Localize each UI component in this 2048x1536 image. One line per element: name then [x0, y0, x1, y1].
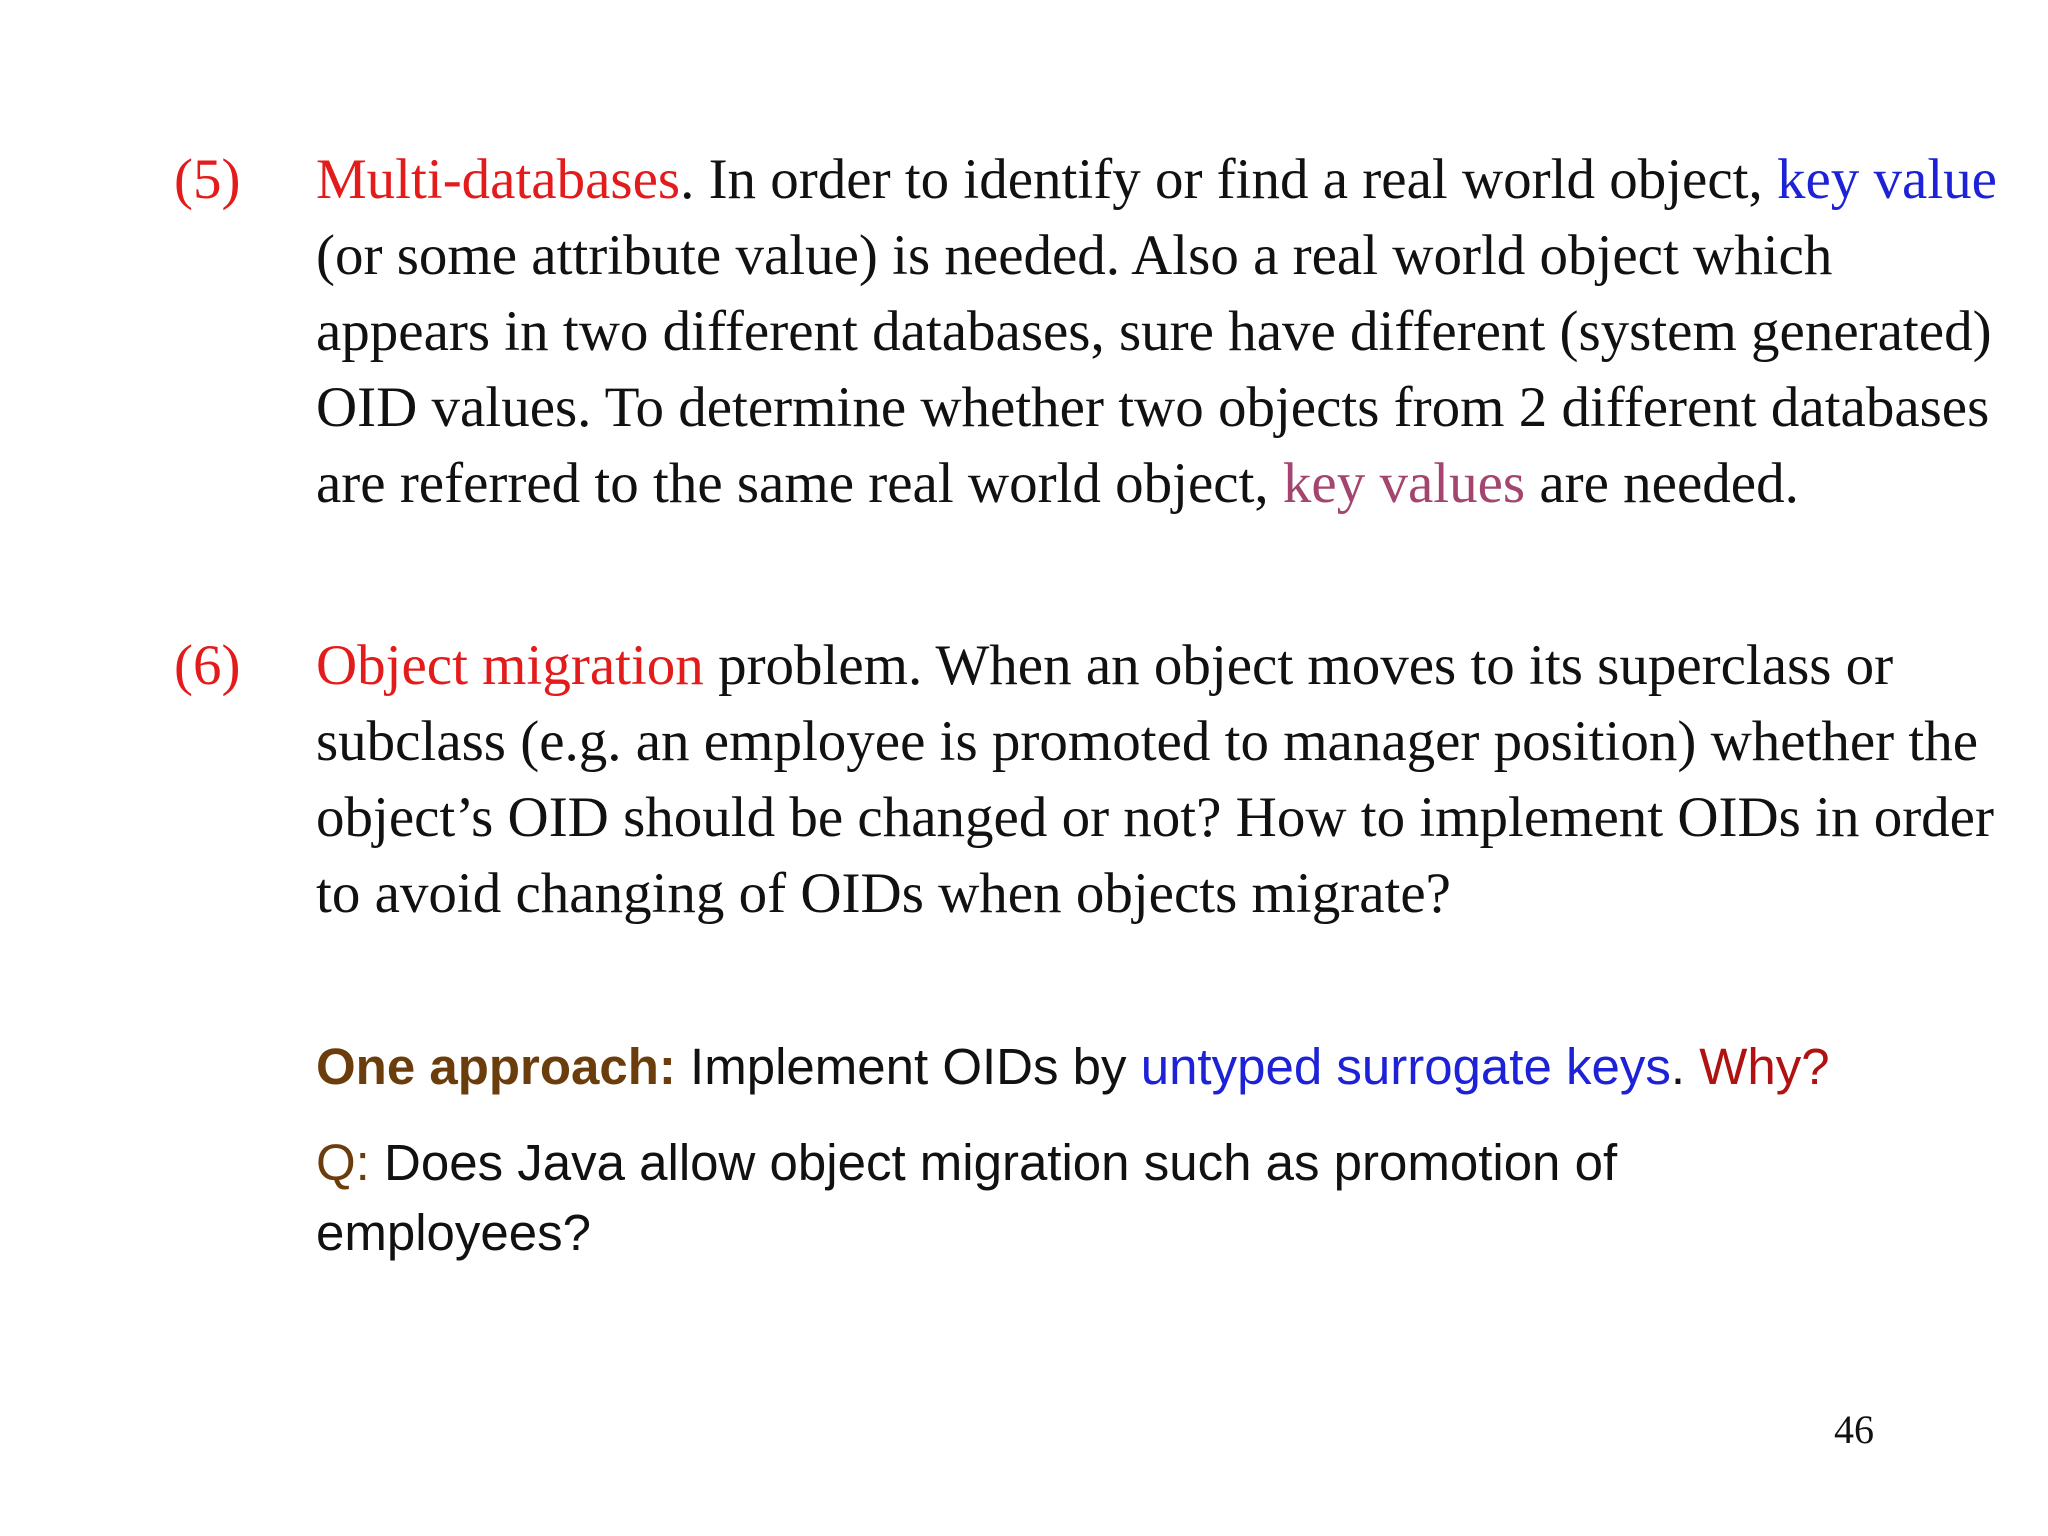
item-6-term: Object migration — [316, 634, 704, 697]
question-label: Q: — [316, 1134, 370, 1191]
item-5-key-values: key values — [1282, 452, 1526, 515]
item-5-text-2: (or some attribute value) is needed. Also a real world object which appears in two different databases, sure have different (system generated) OID values. To determine whether two objects from 2 different databases are referred to the same real world object, — [316, 224, 1992, 515]
approach-why: Why? — [1699, 1038, 1830, 1095]
item-6-number: (6) — [174, 634, 241, 697]
item-5-term: Multi-databases — [316, 148, 681, 211]
page-number: 46 — [1834, 1407, 1874, 1452]
approach-text-2: . — [1670, 1038, 1700, 1095]
item-5-key-value: key value — [1776, 148, 1997, 211]
item-6-text-1: problem. When an object moves to its superclass or subclass (e.g. an employee is promoted to manager position) whether the object’s OID should be changed or not? How to implement OIDs in order to avoid changing of OIDs when objects migrate? — [316, 634, 1994, 925]
approach-line — [316, 1032, 2036, 1102]
item-5-body — [316, 142, 2016, 522]
approach-text-1: Implement OIDs by — [675, 1038, 1141, 1095]
item-5-text-1: . In order to identify or find a real world object, — [680, 148, 1777, 211]
item-6-body — [316, 628, 2016, 932]
item-5-text-3: are needed. — [1525, 452, 1799, 515]
approach-label: One approach: — [316, 1038, 676, 1095]
question-text: Does Java allow object migration such as promotion of employees? — [316, 1134, 1618, 1261]
approach-highlight: untyped surrogate keys — [1140, 1038, 1671, 1095]
item-5-number: (5) — [174, 148, 241, 211]
question-block — [316, 1128, 1816, 1268]
